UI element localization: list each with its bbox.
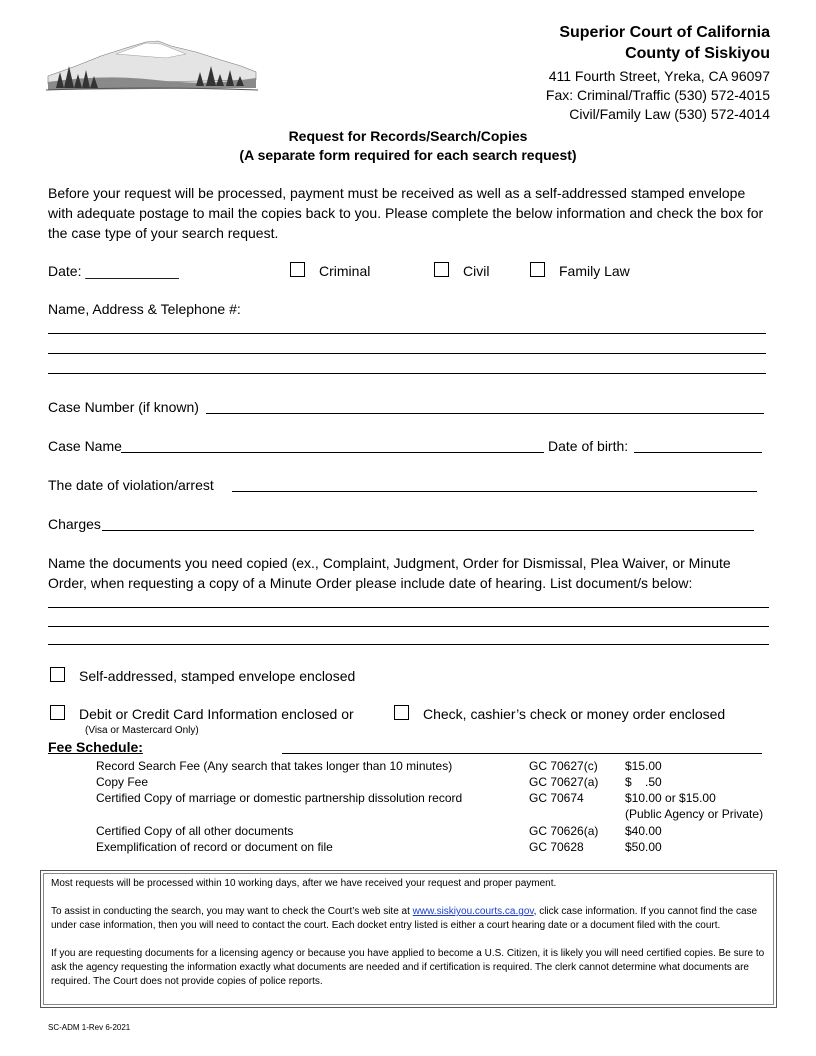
- name-address-line-1[interactable]: [48, 333, 766, 334]
- charges-label: Charges: [48, 516, 101, 532]
- notice-certified-copies: If you are requesting documents for a licensing agency or because you have applied to become a U.S. Citizen, it is likely you will need certified copies. Be sure to ask the agency requesting the information exactly what documents are needed and if certification is required. The clerk cannot determine what documents are required. The Court does not provide copies of police reports.: [51, 948, 765, 987]
- dob-field[interactable]: [634, 452, 762, 453]
- court-heading: [559, 22, 770, 64]
- family-law-checkbox[interactable]: [530, 262, 545, 277]
- violation-date-field[interactable]: [232, 491, 757, 492]
- notice-content: [43, 873, 774, 1005]
- court-name: Superior Court of California: [559, 24, 770, 41]
- notice-website: [51, 905, 767, 933]
- fee-code: GC 70627(a): [529, 775, 599, 789]
- fee-code: GC 70674: [529, 791, 584, 805]
- case-number-field[interactable]: [206, 413, 764, 414]
- criminal-checkbox[interactable]: [290, 262, 305, 277]
- fee-amount: $40.00: [625, 824, 662, 838]
- check-checkbox[interactable]: [394, 705, 409, 720]
- dob-label: Date of birth:: [548, 438, 629, 454]
- notice-processing-time: Most requests will be processed within 10 working days, after we have received your request and proper payment.: [51, 878, 557, 889]
- form-title: Request for Records/Search/Copies: [288, 128, 528, 144]
- fax-criminal: Fax: Criminal/Traffic (530) 572-4015: [545, 87, 770, 103]
- documents-line-2[interactable]: [48, 626, 769, 627]
- card-label: Debit or Credit Card Information enclosed or: [79, 706, 354, 722]
- mountain-landscape-icon: [46, 36, 258, 94]
- civil-label: Civil: [463, 263, 490, 279]
- fee-code: GC 70627(c): [529, 759, 598, 773]
- documents-instructions: Name the documents you need copied (ex., Complaint, Judgment, Order for Dismissal, Plea Waiver, or Minute Order, when requesting a copy of a Minute Order please include date of hearing. List document/s below:: [48, 555, 731, 591]
- card-note: (Visa or Mastercard Only): [85, 725, 199, 736]
- county-name: County of Siskiyou: [625, 45, 770, 62]
- fee-description: Exemplification of record or document on file: [96, 840, 333, 854]
- fee-schedule-rule: [282, 753, 762, 754]
- fee-description: Record Search Fee (Any search that takes longer than 10 minutes): [96, 759, 453, 773]
- card-checkbox[interactable]: [50, 705, 65, 720]
- name-address-label: Name, Address & Telephone #:: [48, 301, 241, 317]
- fee-description: Certified Copy of all other documents: [96, 824, 294, 838]
- envelope-label: Self-addressed, stamped envelope enclosed: [79, 668, 356, 684]
- fee-amount: $15.00: [625, 759, 662, 773]
- fee-description: Certified Copy of marriage or domestic partnership dissolution record: [96, 791, 463, 805]
- intro-paragraph: Before your request will be processed, payment must be received as well as a self-addressed stamped envelope with adequate postage to mail the copies back to you. Please complete the below information and check the box for the case type of your search request.: [48, 185, 764, 241]
- criminal-label: Criminal: [319, 263, 371, 279]
- case-name-field[interactable]: [121, 452, 544, 453]
- court-contact: [546, 67, 770, 124]
- fax-civil: Civil/Family Law (530) 572-4014: [569, 106, 770, 122]
- notice-box: [40, 870, 777, 1008]
- violation-date-label: The date of violation/arrest: [48, 477, 214, 493]
- date-label[interactable]: Date: ____________: [48, 263, 179, 279]
- fee-code: GC 70626(a): [529, 824, 599, 838]
- name-address-line-2[interactable]: [48, 353, 766, 354]
- notice-website-rest: , click case information. If you cannot find the case under case information, then you will need to contact the court. Each docket entry listed is either a court hearing date or a document filed with the court.: [51, 906, 758, 931]
- fee-amount-note: (Public Agency or Private): [625, 807, 764, 821]
- case-number-label: Case Number (if known): [48, 399, 199, 415]
- fee-amount: $50.00: [625, 840, 662, 854]
- court-address: 411 Fourth Street, Yreka, CA 96097: [548, 68, 770, 84]
- fee-schedule-heading: Fee Schedule:: [48, 739, 143, 755]
- court-website-link[interactable]: www.siskiyou.courts.ca.gov: [412, 906, 534, 917]
- case-name-label: Case Name: [48, 438, 122, 454]
- fee-amount: $10.00 or $15.00: [625, 791, 716, 805]
- documents-line-3[interactable]: [48, 644, 769, 645]
- fee-description: Copy Fee: [96, 775, 149, 789]
- charges-field[interactable]: [102, 530, 754, 531]
- fee-code: GC 70628: [529, 840, 584, 854]
- form-title-block: [0, 127, 816, 165]
- form-id: SC-ADM 1-Rev 6-2021: [48, 1023, 131, 1032]
- form-subtitle: (A separate form required for each search request): [239, 147, 577, 163]
- name-address-line-3[interactable]: [48, 373, 766, 374]
- envelope-checkbox[interactable]: [50, 667, 65, 682]
- fee-amount: $ .50: [625, 775, 662, 789]
- documents-line-1[interactable]: [48, 607, 769, 608]
- civil-checkbox[interactable]: [434, 262, 449, 277]
- notice-website-intro: To assist in conducting the search, you may want to check the Court’s web site at: [51, 906, 413, 917]
- check-label: Check, cashier’s check or money order enclosed: [423, 706, 726, 722]
- family-law-label: Family Law: [559, 263, 630, 279]
